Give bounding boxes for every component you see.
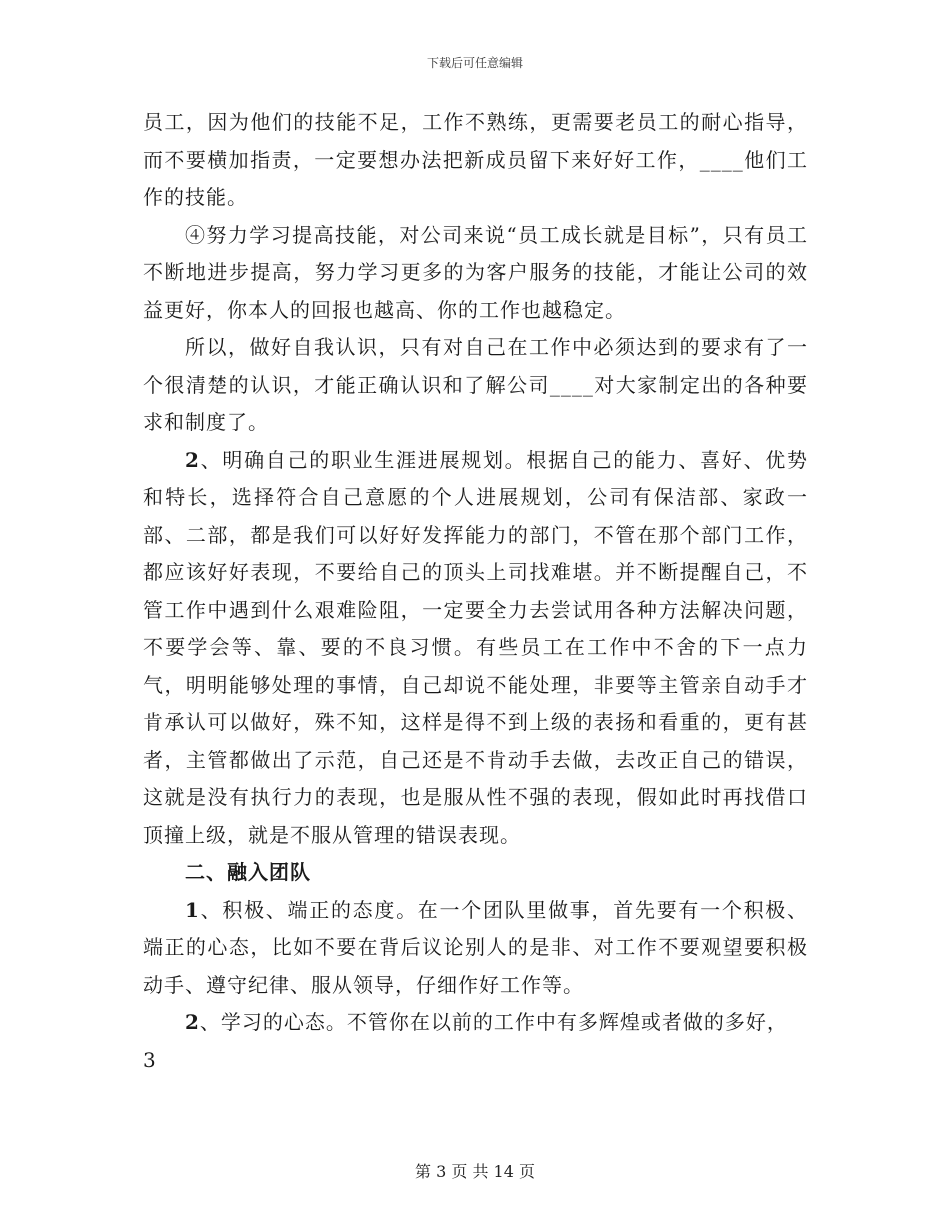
- paragraph: [143, 1004, 808, 1042]
- paragraph: [143, 892, 808, 1005]
- section-heading-text: 二、融入团队: [185, 860, 311, 884]
- item-number: 1: [185, 897, 200, 922]
- paragraph: [143, 329, 808, 442]
- paragraph-text: 、积极、端正的态度。在一个团队里做事，首先要有一个积极、端正的心态，比如不要在背后议论别人的是非、对工作不要观望要积极动手、遵守纪律、服从领导，仔细作好工作等。: [143, 897, 808, 997]
- paragraph-text: 所以，做好自我认识，只有对自己在工作中必须达到的要求有了一个很清楚的认识，才能正确认识和了解公司____对大家制定出的各种要求和制度了。: [143, 335, 808, 434]
- paragraph: [143, 104, 808, 217]
- paragraph-text: 、学习的心态。不管你在以前的工作中有多辉煌或者做的多好，: [199, 1010, 788, 1034]
- paragraph: [143, 442, 808, 855]
- section-heading: [143, 854, 808, 892]
- page-header: 下载后可任意编辑: [426, 56, 523, 70]
- inline-page-number: 3: [143, 1047, 157, 1072]
- paragraph-text: 员工，因为他们的技能不足，工作不熟练，更需要老员工的耐心指导，而不要横加指责，一定要想办法把新成员留下来好好工作，____他们工作的技能。: [143, 110, 808, 209]
- paragraph-text: ④努力学习提高技能，对公司来说“员工成长就是目标”，只有员工不断地进步提高，努力学习更多的为客户服务的技能，才能让公司的效益更好，你本人的回报也越高、你的工作也越稳定。: [143, 222, 808, 322]
- item-number: 2: [185, 1010, 200, 1034]
- paragraph: [143, 217, 808, 330]
- page-footer: 第 3 页 共 14 页: [415, 1162, 535, 1181]
- document-body: [143, 104, 808, 1079]
- item-number: 2: [185, 447, 200, 472]
- paragraph-text: 、明确自己的职业生涯进展规划。根据自己的能力、喜好、优势和特长，选择符合自己意愿的个人进展规划，公司有保洁部、家政一部、二部，都是我们可以好好发挥能力的部门，不管在那个部门工作，都应该好好表现，不要给自己的顶头上司找难堪。并不断提醒自己，不管工作中遇到什么艰难险阻，一定要全力去尝试用各种方法解决问题，不要学会等、靠、要的不良习惯。有些员工在工作中不舍的下一点力气，明明能够处理的事情，自己却说不能处理，非要等主管亲自动手才肯承认可以做好，殊不知，这样是得不到上级的表扬和看重的，更有甚者，主管都做出了示范，自己还是不肯动手去做，去改正自己的错误，这就是没有执行力的表现，也是服从性不强的表现，假如此时再找借口顶撞上级，就是不服从管理的错误表现。: [143, 447, 808, 847]
